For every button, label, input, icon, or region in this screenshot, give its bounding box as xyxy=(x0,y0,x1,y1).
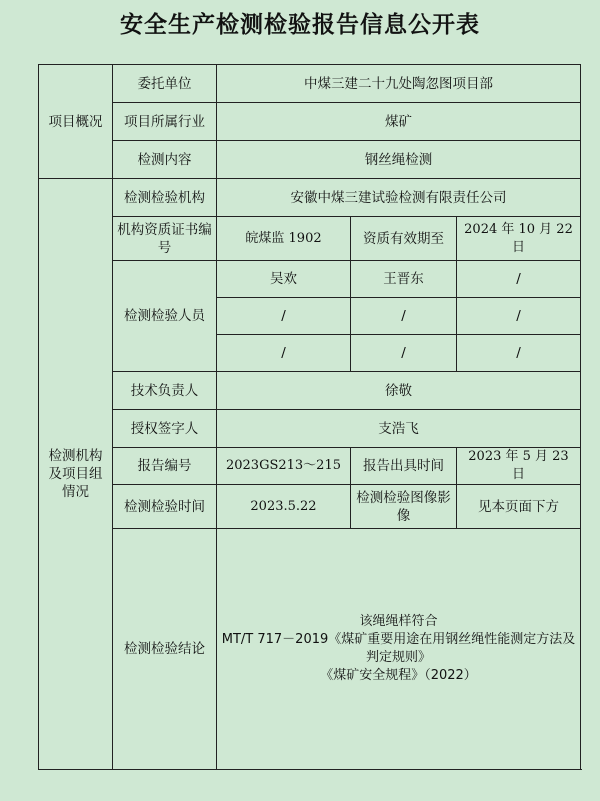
validity-label: 资质有效期至 xyxy=(351,217,457,261)
signer-value: 支浩飞 xyxy=(217,410,581,448)
issue-time-value: 2023 年 5 月 23 日 xyxy=(457,448,581,485)
conclusion-line: MT/T 717－2019《煤矿重要用途在用钢丝绳性能测定方法及判定规则》 xyxy=(221,632,576,665)
client-label: 委托单位 xyxy=(113,65,217,103)
conclusion-content xyxy=(217,529,581,770)
industry-label: 项目所属行业 xyxy=(113,103,217,141)
tech-lead-label: 技术负责人 xyxy=(113,372,217,410)
industry-value: 煤矿 xyxy=(217,103,581,141)
table-row xyxy=(39,103,581,141)
personnel-cell: / xyxy=(457,298,581,335)
personnel-cell: / xyxy=(217,335,351,372)
cert-label: 机构资质证书编号 xyxy=(113,217,217,261)
personnel-cell: / xyxy=(457,335,581,372)
signer-label: 授权签字人 xyxy=(113,410,217,448)
report-no-label: 报告编号 xyxy=(113,448,217,485)
page-title: 安全生产检测检验报告信息公开表 xyxy=(120,11,480,38)
tech-lead-value: 徐敬 xyxy=(217,372,581,410)
image-value: 见本页面下方 xyxy=(457,485,581,529)
table-row xyxy=(39,529,581,770)
personnel-cell: 吴欢 xyxy=(217,261,351,298)
personnel-cell: / xyxy=(457,261,581,298)
table-row xyxy=(39,65,581,103)
section-label-project: 项目概况 xyxy=(39,65,113,179)
table-row xyxy=(39,485,581,529)
test-time-label: 检测检验时间 xyxy=(113,485,217,529)
table-row xyxy=(39,372,581,410)
conclusion-line: 《煤矿安全规程》（2022） xyxy=(320,668,477,683)
image-label: 检测检验图像影像 xyxy=(351,485,457,529)
report-no-value: 2023GS213～215 xyxy=(217,448,351,485)
info-table xyxy=(38,64,581,770)
table-row xyxy=(39,217,581,261)
issue-time-label: 报告出具时间 xyxy=(351,448,457,485)
personnel-cell: / xyxy=(351,298,457,335)
content-label: 检测内容 xyxy=(113,141,217,179)
table-row xyxy=(39,141,581,179)
test-time-value: 2023.5.22 xyxy=(217,485,351,529)
table-row xyxy=(39,448,581,485)
personnel-cell: / xyxy=(217,298,351,335)
section-label-conclusion: 检测检验结论 xyxy=(113,529,217,770)
client-value: 中煤三建二十九处陶忽图项目部 xyxy=(217,65,581,103)
org-value: 安徽中煤三建试验检测有限责任公司 xyxy=(217,179,581,217)
table-row xyxy=(39,410,581,448)
personnel-label: 检测检验人员 xyxy=(113,261,217,372)
table-row xyxy=(39,179,581,217)
conclusion-line: 该绳绳样符合 xyxy=(359,614,438,629)
table-row xyxy=(39,261,581,298)
content-value: 钢丝绳检测 xyxy=(217,141,581,179)
org-label: 检测检验机构 xyxy=(113,179,217,217)
section-label-org: 检测机构及项目组情况 xyxy=(39,179,113,770)
personnel-cell: / xyxy=(351,335,457,372)
cert-value: 皖煤监 1902 xyxy=(217,217,351,261)
validity-value: 2024 年 10 月 22 日 xyxy=(457,217,581,261)
personnel-cell: 王晋东 xyxy=(351,261,457,298)
